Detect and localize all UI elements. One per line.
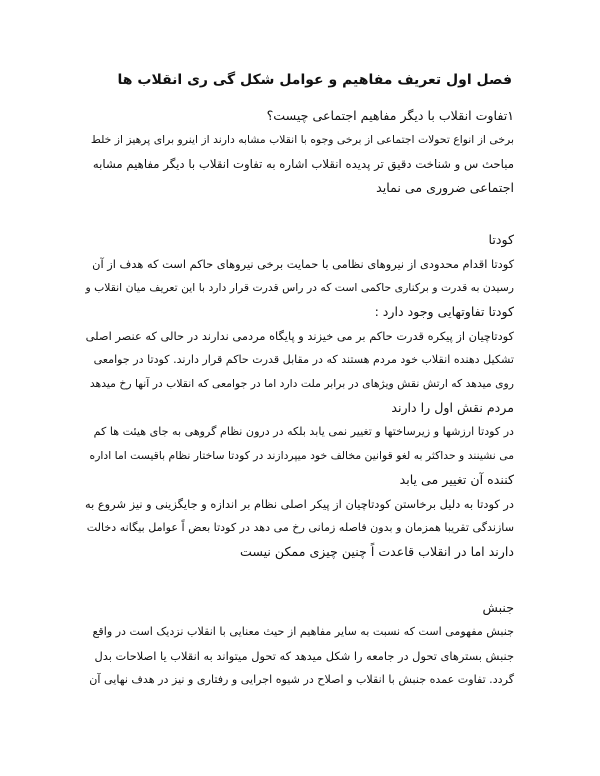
paragraph-line: مردم نقش اول را دارند [391,400,514,415]
section-heading-movement: جنبش [482,600,514,615]
paragraph-line: می نشینند و حداکثر به لغو قوانین مخالف خود میپردازند در کودتا ساختار نظام باقیست اما اداره [89,449,514,462]
paragraph-line: جنبش مفهومی است که نسبت به سایر مفاهیم از حیث معنایی با انقلاب نزدیک است در واقع [92,625,514,638]
coup-paragraphs [86,252,514,564]
paragraph-line: برخی از انواع تحولات اجتماعی از برخی وجوه با انقلاب مشابه دارند از اینرو برای پرهیز از خلط [90,133,514,146]
section-intro-paragraph [86,104,514,200]
paragraph-line: تشکیل دهنده انقلاب خود مردم هستند که در مقابل قدرت حاکم قرار دارند. کودتا در جوامعی [93,353,514,366]
paragraph-line: کودتا اقدام محدودی از نیروهای نظامی با حمایت برخی نیروهای حاکم است که هدف از آن [92,257,514,271]
paragraph-line: اجتماعی ضروری می نماید [376,180,514,195]
coup-heading-block [86,228,514,252]
paragraph-line: در کودتا ارزشها و زیرساختها و تغییر نمی یابد بلکه در درون نظام گروهی به جای هیئت ها کم [93,425,514,438]
paragraph-line: کودتاچیان از پیکره قدرت حاکم بر می خیزند و پایگاه مردمی ندارند در حالی که عنصر اصلی [85,329,514,343]
question-line: ۱تفاوت انقلاب با دیگر مفاهیم اجتماعی چیست؟ [266,108,514,123]
paragraph-line: رسیدن به قدرت و برکناری حاکمی است که در راس قدرت قرار دارد با این تعریف میان انقلاب و [85,281,514,294]
paragraph-line: گردد. تفاوت عمده جنبش با انقلاب و اصلاح در شیوه اجرایی و رفتاری و نیز در هدف نهایی آن [89,673,514,686]
movement-paragraph [86,620,514,692]
paragraph-line: در کودتا به دلیل برخاستن کودتاچیان از پیکر اصلی نظام بر اندازه و جایگزینی و نیز شروع به [84,497,514,511]
paragraph-line: جنبش بسترهای تحول در جامعه را شکل میدهد که تحول میتواند به انقلاب یا اصلاحات بدل [94,649,514,663]
paragraph-line: کننده آن تغییر می یابد [399,472,514,487]
chapter-title: فصل اول تعریف مفاهیم و عوامل شکل گی ری انقلاب ها [117,72,512,88]
movement-heading-block [86,596,514,620]
paragraph-line: سازندگی تقریبا همزمان و بدون فاصله زمانی رخ می دهد در کودتا بعض اً عوامل بیگانه دخالت [86,521,514,534]
paragraph-line: دارند اما در انقلاب قاعدت اً چنین چیزی ممکن نیست [239,544,514,559]
section-heading-coup: کودتا [488,232,514,247]
paragraph-line: مباحث س و شناخت دقیق تر پدیده انقلاب اشاره به تفاوت انقلاب با دیگر مفاهیم مشابه [92,157,514,171]
paragraph-line: روی میدهد که ارتش نقش ویژهای در برابر ملت دارد اما در جوامعی که انقلاب در آنها رخ میدهد [89,377,514,390]
paragraph-line: کودتا تفاوتهایی وجود دارد : [374,304,514,319]
